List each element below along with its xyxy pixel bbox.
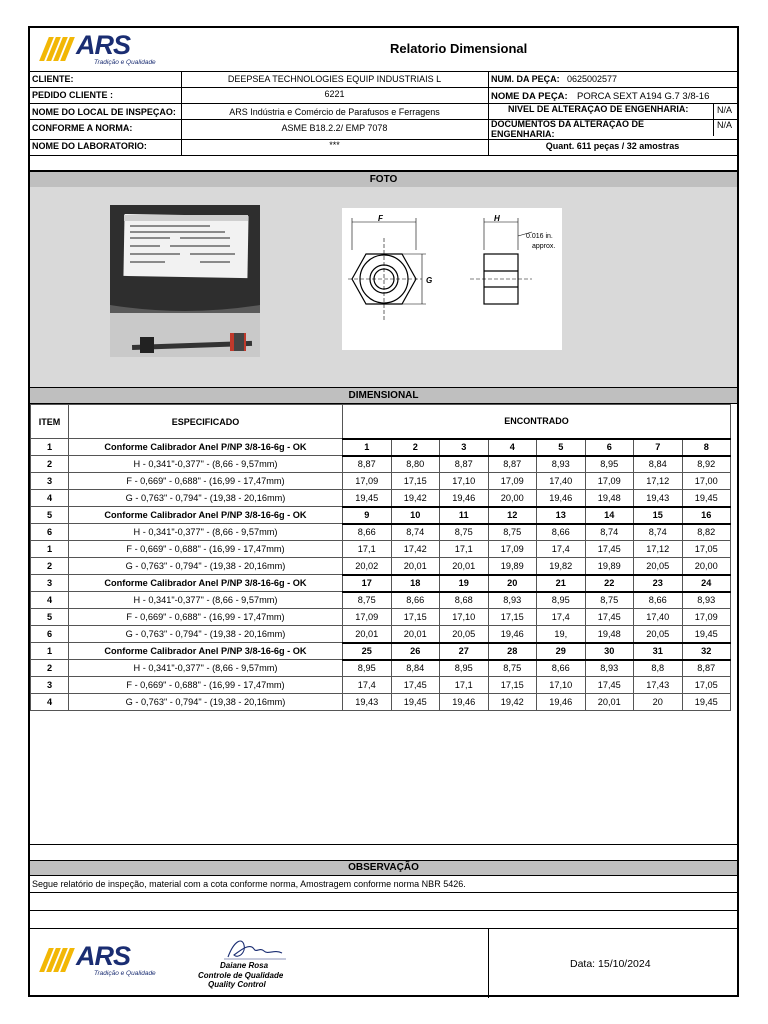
measurement-cell: 20,01 [391,626,440,643]
report-header [30,28,737,72]
logo-stripes-icon [42,948,76,972]
measurement-cell: 17,4 [537,609,586,626]
sample-number-cell: 17 [343,575,392,592]
sample-number-cell: 30 [585,643,634,660]
sample-number-cell: 2 [391,439,440,456]
measurement-cell: 20,01 [440,558,489,575]
measurement-cell: 17,45 [391,677,440,694]
measurement-cell: 17,09 [343,473,392,490]
item-cell: 3 [31,575,69,592]
table-group-row [31,575,731,592]
num-peca-label: NÚM. DA PEÇA: [491,75,560,84]
measurement-cell: 17,45 [585,677,634,694]
sample-number-cell: 21 [537,575,586,592]
measurement-cell: 8,80 [391,456,440,473]
docs-value: N/A [717,121,733,130]
spec-cell: G - 0,763" - 0,794" - (19,38 - 20,16mm) [69,694,343,711]
table-row [31,592,731,609]
table-header-row [31,405,731,439]
measurement-cell: 17,09 [488,541,537,558]
measurement-cell: 20,05 [634,626,683,643]
item-cell: 4 [31,694,69,711]
item-cell: 5 [31,609,69,626]
sample-number-cell: 4 [488,439,537,456]
item-cell: 1 [31,439,69,456]
measurement-cell: 19,89 [585,558,634,575]
measurement-cell: 17,15 [488,677,537,694]
measurement-cell: 20 [634,694,683,711]
lab-value: *** [329,141,340,150]
spec-cell: G - 0,763" - 0,794" - (19,38 - 20,16mm) [69,626,343,643]
table-row [31,660,731,677]
spec-cell: Conforme Calibrador Anel P/NP 3/8-16-6g - OK [69,507,343,524]
spec-cell: Conforme Calibrador Anel P/NP 3/8-16-6g - OK [69,575,343,592]
sample-number-cell: 22 [585,575,634,592]
nome-peca-label: NOME DA PEÇA: [491,92,568,102]
logo-text: ARS [76,30,131,60]
measurement-cell: 20,00 [682,558,731,575]
sample-number-cell: 1 [343,439,392,456]
measurement-cell: 8,66 [537,524,586,541]
measurement-cell: 17,05 [682,541,731,558]
item-cell: 6 [31,626,69,643]
measurement-cell: 20,05 [634,558,683,575]
measurement-cell: 8,87 [488,456,537,473]
measurement-cell: 19,45 [682,490,731,507]
sample-number-cell: 7 [634,439,683,456]
drawing-label-g: G [426,276,433,285]
table-row [31,490,731,507]
spec-cell: H - 0,341"-0,377" - (8,66 - 9,57mm) [69,456,343,473]
drawing-label-h: H [494,214,500,223]
table-row [31,541,731,558]
sample-number-cell: 10 [391,507,440,524]
drawing-note-1: 0.016 in. [526,233,553,240]
measurement-cell: 19,42 [391,490,440,507]
measurement-cell: 19,43 [343,694,392,711]
sample-number-cell: 15 [634,507,683,524]
sample-number-cell: 16 [682,507,731,524]
item-cell: 1 [31,643,69,660]
sample-number-cell: 19 [440,575,489,592]
report-date: Data: 15/10/2024 [570,959,651,970]
measurement-cell: 19,46 [488,626,537,643]
report-footer [30,928,737,997]
measurement-cell: 17,45 [585,541,634,558]
sample-number-cell: 24 [682,575,731,592]
item-cell: 3 [31,473,69,490]
measurement-cell: 19,48 [585,490,634,507]
drawing-label-f: F [378,214,383,223]
measurement-cell: 19,48 [585,626,634,643]
measurement-cell: 19,46 [440,490,489,507]
measurement-cell: 19,89 [488,558,537,575]
nome-peca-value: PORCA SEXT A194 G.7 3/8-16 [577,92,710,102]
measurement-cell: 8,84 [391,660,440,677]
dimensional-section-header: DIMENSIONAL [30,387,737,404]
sample-number-cell: 20 [488,575,537,592]
sample-number-cell: 28 [488,643,537,660]
cliente-label: CLIENTE: [32,75,74,84]
measurement-cell: 8,66 [634,592,683,609]
measurement-cell: 8,75 [440,524,489,541]
measurement-cell: 17,1 [440,541,489,558]
measurement-cell: 17,40 [634,609,683,626]
measurement-cell: 8,87 [343,456,392,473]
sample-number-cell: 31 [634,643,683,660]
table-group-row [31,643,731,660]
table-row [31,473,731,490]
item-cell: 4 [31,592,69,609]
measurement-cell: 17,00 [682,473,731,490]
measurement-cell: 17,12 [634,473,683,490]
spec-cell: F - 0,669" - 0,688" - (16,99 - 17,47mm) [69,677,343,694]
norma-value: ASME B18.2.2/ EMP 7078 [281,124,388,133]
measurement-cell: 8,66 [343,524,392,541]
measurement-cell: 17,42 [391,541,440,558]
sample-number-cell: 13 [537,507,586,524]
docs-label-1: DOCUMENTOS DA ALTERAÇÃO DE [491,120,644,129]
item-cell: 1 [31,541,69,558]
num-peca-value: 0625002577 [567,75,618,84]
measurement-cell: 8,87 [440,456,489,473]
pedido-value: 6221 [324,90,345,99]
col-spec-header: ESPECIFICADO [69,405,343,439]
measurement-cell: 19,45 [682,694,731,711]
measurement-cell: 17,4 [343,677,392,694]
nivel-label: NÍVEL DE ALTERAÇÃO DE ENGENHARIA: [508,105,689,114]
signer-role-2: Quality Control [208,981,266,989]
drawing-note-2: approx. [532,243,556,250]
logo-tagline: Tradição e Qualidade [94,970,156,977]
measurement-cell: 17,43 [634,677,683,694]
table-row [31,626,731,643]
dimensional-table [30,404,731,711]
signature-icon [220,935,290,963]
measurement-cell: 8,75 [585,592,634,609]
measurement-cell: 17,15 [488,609,537,626]
foto-section-header: FOTO [30,171,737,188]
observacao-text: Segue relatório de inspeção, material com a cota conforme norma, Amostragem conforme norma NBR 5426. [32,880,466,889]
local-label: NOME DO LOCAL DE INSPEÇÃO: [32,108,176,117]
measurement-cell: 19,45 [391,694,440,711]
signer-role-1: Controle de Qualidade [198,972,284,980]
signer-name: Daiane Rosa [220,962,269,970]
measurement-cell: 17,45 [585,609,634,626]
item-cell: 2 [31,558,69,575]
measurement-cell: 17,09 [343,609,392,626]
table-group-row [31,507,731,524]
table-row [31,677,731,694]
measurement-cell: 19,46 [440,694,489,711]
measurement-cell: 8,93 [682,592,731,609]
measurement-cell: 8,87 [682,660,731,677]
measurement-cell: 19,46 [537,694,586,711]
sample-number-cell: 32 [682,643,731,660]
spec-cell: F - 0,669" - 0,688" - (16,99 - 17,47mm) [69,609,343,626]
spec-cell: Conforme Calibrador Anel P/NP 3/8-16-6g - OK [69,439,343,456]
item-cell: 6 [31,524,69,541]
measurement-cell: 8,95 [440,660,489,677]
measurement-cell: 8,66 [391,592,440,609]
measurement-cell: 17,10 [537,677,586,694]
item-cell: 4 [31,490,69,507]
item-cell: 3 [31,677,69,694]
measurement-cell: 8,93 [537,456,586,473]
sample-number-cell: 23 [634,575,683,592]
logo-text: ARS [76,941,131,971]
sample-number-cell: 25 [343,643,392,660]
measurement-cell: 17,4 [537,541,586,558]
docs-label-2: ENGENHARIA: [491,130,555,139]
spec-cell: Conforme Calibrador Anel P/NP 3/8-16-6g - OK [69,643,343,660]
measurement-cell: 17,1 [343,541,392,558]
foto-area [30,187,737,387]
measurement-cell: 20,01 [585,694,634,711]
measurement-cell: 8,75 [488,660,537,677]
measurement-cell: 8,75 [488,524,537,541]
measurement-cell: 19,42 [488,694,537,711]
table-row [31,609,731,626]
table-row [31,524,731,541]
measurement-cell: 19,45 [682,626,731,643]
spec-cell: H - 0,341"-0,377" - (8,66 - 9,57mm) [69,524,343,541]
measurement-cell: 19,43 [634,490,683,507]
measurement-cell: 19, [537,626,586,643]
measurement-cell: 17,15 [391,609,440,626]
table-group-row [31,439,731,456]
sample-number-cell: 18 [391,575,440,592]
spec-cell: F - 0,669" - 0,688" - (16,99 - 17,47mm) [69,541,343,558]
measurement-cell: 8,74 [585,524,634,541]
spec-cell: H - 0,341"-0,377" - (8,66 - 9,57mm) [69,592,343,609]
sample-number-cell: 14 [585,507,634,524]
measurement-cell: 20,01 [391,558,440,575]
measurement-cell: 19,46 [537,490,586,507]
measurement-cell: 8,82 [682,524,731,541]
measurement-cell: 17,09 [682,609,731,626]
sample-number-cell: 3 [440,439,489,456]
sample-number-cell: 29 [537,643,586,660]
col-found-header: ENCONTRADO [343,405,731,439]
quant-value: Quant. 611 peças / 32 amostras [545,142,680,151]
report-sheet [28,26,739,997]
sample-number-cell: 27 [440,643,489,660]
measurement-cell: 8,66 [537,660,586,677]
spec-cell: G - 0,763" - 0,794" - (19,38 - 20,16mm) [69,558,343,575]
table-row [31,558,731,575]
measurement-cell: 8,93 [488,592,537,609]
observacao-section-header: OBSERVAÇÃO [30,860,737,876]
measurement-cell: 17,15 [391,473,440,490]
sample-number-cell: 9 [343,507,392,524]
measurement-cell: 8,95 [537,592,586,609]
sample-number-cell: 11 [440,507,489,524]
logo-stripes-icon [42,37,76,61]
norma-label: CONFORME A NORMA: [32,124,133,133]
measurement-cell: 20,00 [488,490,537,507]
measurement-cell: 19,82 [537,558,586,575]
measurement-cell: 8,8 [634,660,683,677]
measurement-cell: 8,75 [343,592,392,609]
measurement-cell: 8,68 [440,592,489,609]
measurement-cell: 17,05 [682,677,731,694]
measurement-cell: 17,10 [440,473,489,490]
sample-number-cell: 5 [537,439,586,456]
spec-cell: F - 0,669" - 0,688" - (16,99 - 17,47mm) [69,473,343,490]
measurement-cell: 17,09 [488,473,537,490]
sample-number-cell: 26 [391,643,440,660]
measurement-cell: 8,93 [585,660,634,677]
measurement-cell: 17,10 [440,609,489,626]
logo-tagline: Tradição e Qualidade [94,59,156,66]
measurement-cell: 8,95 [343,660,392,677]
col-item-header: ITEM [31,405,69,439]
pedido-label: PEDIDO CLIENTE : [32,91,114,100]
measurement-cell: 17,40 [537,473,586,490]
nivel-value: N/A [717,106,733,115]
lab-label: NOME DO LABORATÓRIO: [32,142,147,151]
item-cell: 2 [31,456,69,473]
nut-technical-drawing [342,208,562,350]
measurement-cell: 17,09 [585,473,634,490]
measurement-cell: 8,74 [634,524,683,541]
sample-number-cell: 8 [682,439,731,456]
sample-number-cell: 12 [488,507,537,524]
item-cell: 2 [31,660,69,677]
table-row [31,456,731,473]
local-value: ARS Indústria e Comércio de Parafusos e Ferragens [229,108,440,117]
item-cell: 5 [31,507,69,524]
measurement-cell: 8,95 [585,456,634,473]
spec-cell: G - 0,763" - 0,794" - (19,38 - 20,16mm) [69,490,343,507]
cliente-value: DEEPSEA TECHNOLOGIES EQUIP INDUSTRIAIS L [227,75,442,84]
page-title: Relatorio Dimensional [390,41,528,56]
measurement-cell: 8,74 [391,524,440,541]
measurement-cell: 17,1 [440,677,489,694]
table-row [31,694,731,711]
measurement-cell: 20,05 [440,626,489,643]
measurement-cell: 19,45 [343,490,392,507]
sample-number-cell: 6 [585,439,634,456]
spec-cell: H - 0,341"-0,377" - (8,66 - 9,57mm) [69,660,343,677]
product-photo [110,205,260,357]
measurement-cell: 8,92 [682,456,731,473]
measurement-cell: 20,02 [343,558,392,575]
measurement-cell: 8,84 [634,456,683,473]
measurement-cell: 20,01 [343,626,392,643]
measurement-cell: 17,12 [634,541,683,558]
